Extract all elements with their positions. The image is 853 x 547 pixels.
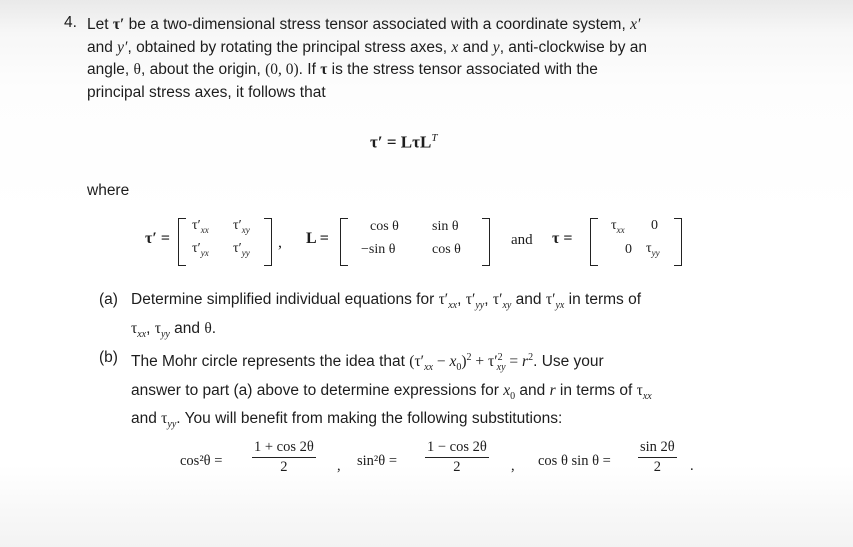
part-a-text [131, 289, 791, 346]
tau-left-bracket [590, 218, 598, 266]
part-b-line-2: answer to part (a) above to determine expressions for $x_0$ and r in terms of $\tau_{xx}$ [131, 381, 652, 402]
where-label: where [87, 182, 130, 199]
tau-prime-cell-xy: $\tau'_{xy}$ [233, 218, 250, 235]
part-a-label: (a) [99, 291, 118, 308]
sub-2-fraction [425, 439, 489, 476]
sub-3-lhs: cos θ sin θ = [538, 453, 611, 469]
problem-number: 4. [64, 14, 77, 31]
intro-line-3: angle, θ, about the origin, (0, 0). If τ is the stress tensor associated with the [87, 61, 598, 78]
sub-2-lhs: sin²θ = [357, 453, 398, 469]
part-b-line-1: The Mohr circle represents the idea that $(\tau'_{xx} - x_0)^2 + \tau'^2_{xy} = r^2$. Use your [131, 352, 604, 374]
tau-cell-xx: $\tau_{xx}$ [611, 218, 625, 235]
intro-line-2: and y′, obtained by rotating the principal stress axes, x and y, anti-clockwise by an [87, 38, 647, 56]
sub-1-lhs: cos²θ = [180, 453, 223, 469]
L-cell-21: −sin θ [361, 242, 396, 257]
tau-prime-cell-yy: $\tau'_{yy}$ [233, 241, 250, 258]
sub-1-fraction [252, 439, 316, 476]
tau-prime-cell-xx: $\tau'_{xx}$ [192, 218, 209, 235]
matrix-separator: , [278, 234, 282, 251]
tau-prime-cell-yx: $\tau'_{yx}$ [192, 241, 209, 258]
tau-cell-21: 0 [625, 242, 632, 257]
sub-1-numerator: 1 + cos 2θ [252, 439, 316, 458]
sub-2-separator: , [511, 458, 515, 474]
L-cell-22: cos θ [432, 242, 461, 257]
main-equation: τ′ = LτL$^T$ [370, 132, 438, 152]
L-label: L = [306, 230, 329, 247]
L-cell-12: sin θ [432, 219, 459, 234]
tau-prime-right-bracket [264, 218, 272, 266]
part-a-line-2: $\tau_{xx}$, $\tau_{yy}$ and θ. [131, 319, 217, 340]
tau-prime-left-bracket [178, 218, 186, 266]
part-b-line-3: and $\tau_{yy}$. You will benefit from making the following substitutions: [131, 410, 563, 431]
sub-3-separator: . [690, 458, 694, 474]
L-cell-11: cos θ [370, 219, 399, 234]
matrix-definitions [0, 212, 853, 272]
problem-intro [87, 14, 747, 104]
sub-2-denominator: 2 [453, 459, 461, 475]
sub-1-denominator: 2 [280, 459, 288, 475]
tau-cell-12: 0 [651, 218, 658, 233]
L-right-bracket [482, 218, 490, 266]
substitution-formulas [0, 436, 853, 496]
sub-1-separator: , [337, 458, 341, 474]
part-a [99, 289, 799, 340]
tau-right-bracket [674, 218, 682, 266]
sub-2-numerator: 1 − cos 2θ [425, 439, 489, 458]
and-connector: and [511, 232, 533, 248]
sub-3-denominator: 2 [653, 459, 661, 475]
part-b [99, 347, 799, 431]
tau-label: τ = [552, 230, 573, 247]
sub-3-numerator: sin 2θ [638, 439, 677, 458]
sub-3-fraction [638, 439, 677, 476]
tau-prime-label: τ′ = [145, 230, 170, 247]
part-b-text [131, 347, 791, 437]
intro-line-1: Let τ′ be a two-dimensional stress tensor associated with a coordinate system, x′ [87, 16, 641, 33]
tau-cell-yy: $\tau_{yy}$ [646, 241, 660, 258]
intro-line-4: principal stress axes, it follows that [87, 83, 326, 101]
part-a-line-1: Determine simplified individual equations for $\tau'_{xx}$, $\tau'_{yy}$, $\tau'_{xy}$ and $\tau'_{yx}$ in terms of [131, 291, 642, 312]
part-b-label: (b) [99, 349, 118, 366]
L-left-bracket [340, 218, 348, 266]
